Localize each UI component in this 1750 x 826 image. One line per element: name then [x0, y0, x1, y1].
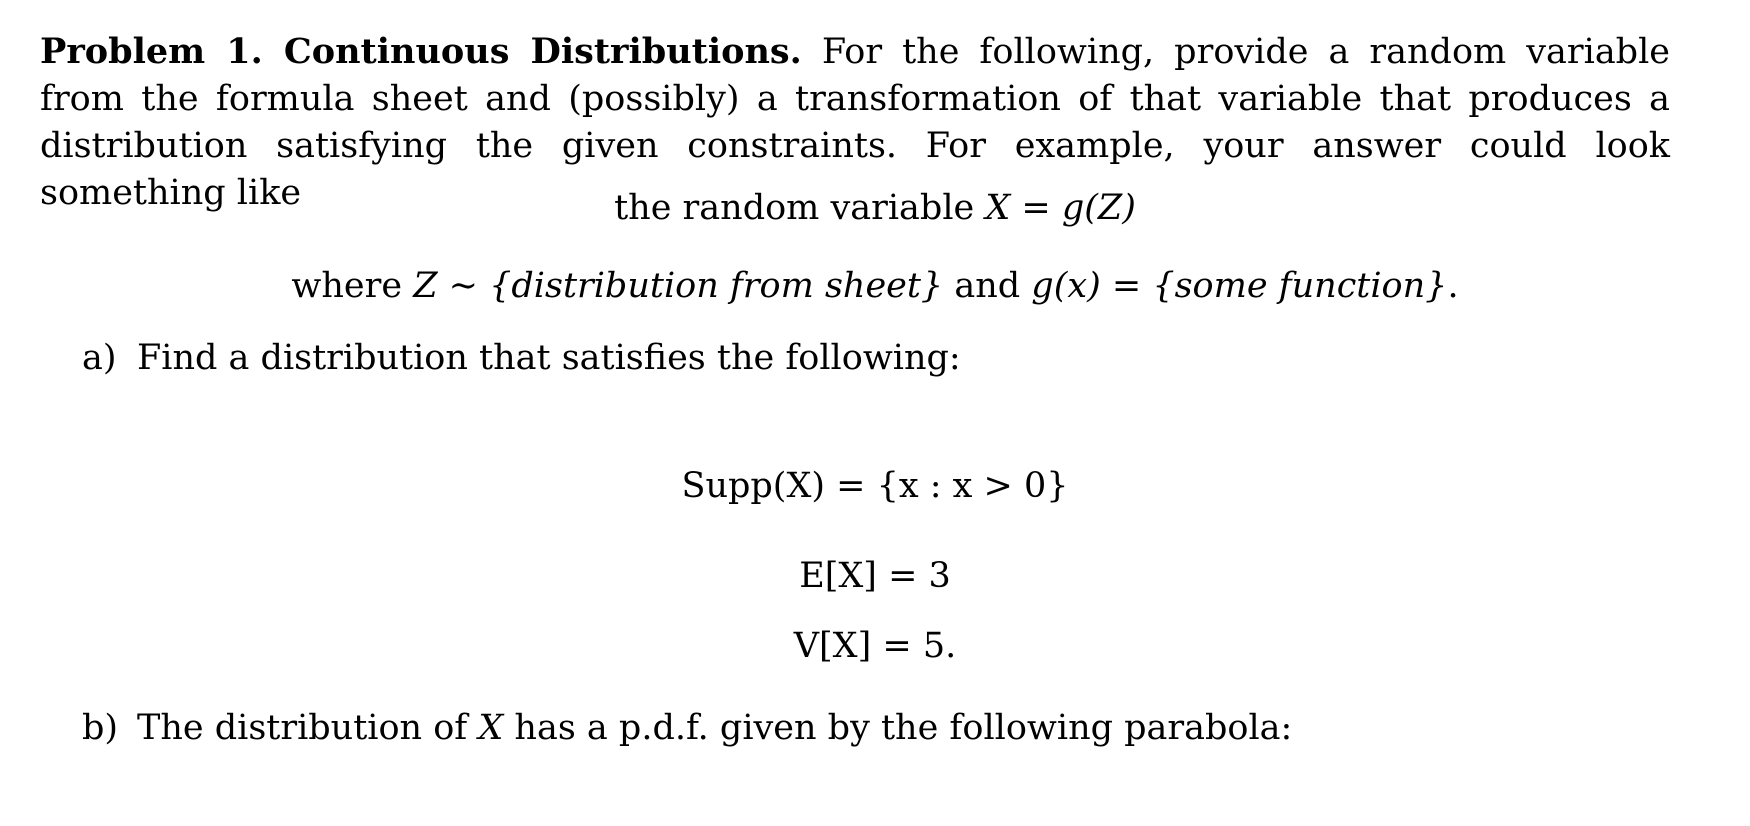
function-placeholder: {some function}: [1152, 266, 1448, 306]
part-a-label: a): [82, 338, 117, 378]
g-function: g(x) =: [1031, 266, 1153, 306]
x-variable: X: [478, 708, 504, 748]
example-text: the random variable: [614, 188, 986, 228]
support-formula: Supp(X) = {x : x > 0}: [681, 466, 1069, 506]
period: .: [1447, 266, 1459, 306]
part-b-line: [82, 706, 1292, 750]
z-variable: Z: [413, 266, 438, 306]
sim-symbol: ∼: [437, 266, 490, 306]
example-line-2: [0, 264, 1750, 308]
part-b-label: b): [82, 708, 119, 748]
mean-equation: [0, 554, 1750, 598]
problem-text: For the following, provide a random variable from the formula sheet and (possibly) a transformation of that variable that produces a distribution satisfying the given constraints. For example, your answer could look something like: [40, 32, 1670, 213]
part-b-text-before: The distribution of: [137, 708, 479, 748]
mean-formula: E[X] = 3: [799, 556, 951, 596]
problem-heading: Problem 1. Continuous Distributions.: [40, 31, 802, 72]
and-text: and: [943, 266, 1032, 306]
part-a-text: Find a distribution that satisfies the following:: [137, 338, 961, 378]
example-formula: X = g(Z): [985, 188, 1136, 228]
support-equation: [0, 464, 1750, 508]
distribution-placeholder: {distribution from sheet}: [489, 266, 944, 306]
where-text: where: [291, 266, 414, 306]
variance-formula: V[X] = 5.: [793, 626, 957, 666]
part-a-line: [82, 336, 961, 380]
variance-equation: [0, 624, 1750, 668]
part-b-text-after: has a p.d.f. given by the following parabola:: [503, 708, 1293, 748]
example-line-1: [0, 186, 1750, 230]
